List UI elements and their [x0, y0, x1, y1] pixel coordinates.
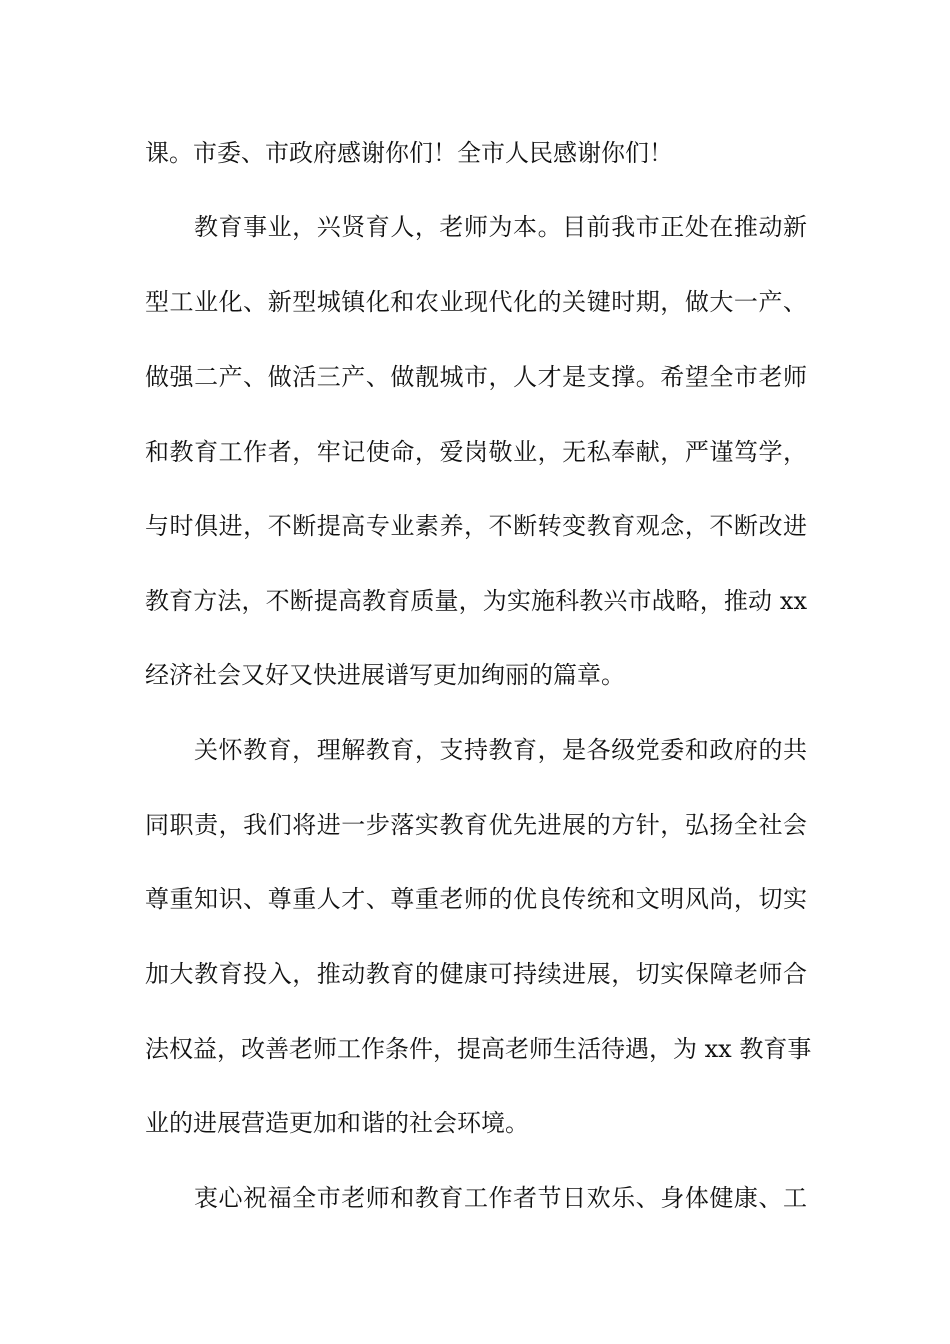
paragraph-line: 与时俱进，不断提高专业素养，不断转变教育观念，不断改进	[145, 512, 807, 540]
paragraph-line: 教育方法，不断提高教育质量，为实施科教兴市战略，推动 xx	[145, 587, 807, 615]
paragraph-line: 和教育工作者，牢记使命，爱岗敬业，无私奉献，严谨笃学，	[145, 438, 807, 466]
paragraph-line: 加大教育投入，推动教育的健康可持续进展，切实保障老师合	[145, 960, 807, 988]
paragraph-line: 尊重知识、尊重人才、尊重老师的优良传统和文明风尚，切实	[145, 885, 807, 913]
paragraph-line: 法权益，改善老师工作条件，提高老师生活待遇，为 xx 教育事	[145, 1035, 812, 1063]
paragraph-line: 业的进展营造更加和谐的社会环境。	[145, 1109, 529, 1137]
paragraph-line: 衷心祝福全市老师和教育工作者节日欢乐、身体健康、工	[194, 1184, 807, 1212]
paragraph-line: 课。市委、市政府感谢你们！全市人民感谢你们！	[145, 139, 673, 167]
paragraph-line: 型工业化、新型城镇化和农业现代化的关键时期，做大一产、	[145, 288, 807, 316]
paragraph-line: 做强二产、做活三产、做靓城市，人才是支撑。希望全市老师	[145, 363, 807, 391]
paragraph-line: 经济社会又好又快进展谱写更加绚丽的篇章。	[145, 661, 625, 689]
paragraph-line: 关怀教育，理解教育，支持教育，是各级党委和政府的共	[194, 736, 807, 764]
paragraph-line: 教育事业，兴贤育人，老师为本。目前我市正处在推动新	[194, 213, 807, 241]
paragraph-line: 同职责，我们将进一步落实教育优先进展的方针，弘扬全社会	[145, 811, 807, 839]
